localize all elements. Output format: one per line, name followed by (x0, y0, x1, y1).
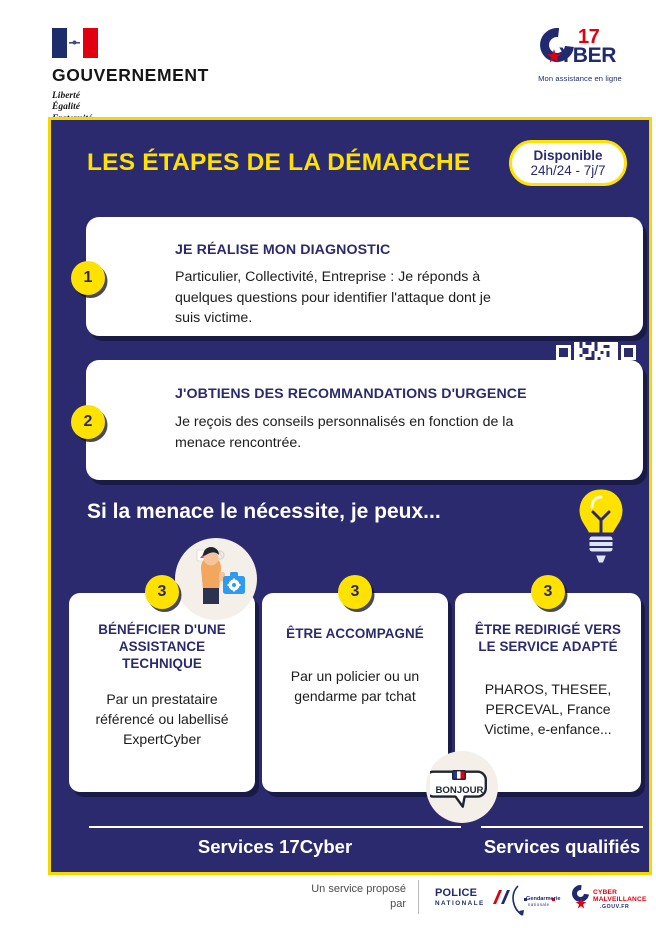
police-nationale-logo (435, 888, 514, 907)
option-3-title: ÊTRE REDIRIGÉ VERS LE SERVICE ADAPTÉ (474, 622, 622, 654)
main-panel (48, 117, 652, 875)
brand-tagline: Mon assistance en ligne (538, 74, 622, 83)
government-logo-block (52, 28, 209, 125)
brand-word: YBER (559, 44, 617, 67)
brand-number: 17 (578, 26, 600, 48)
technician-toolbox-icon (175, 538, 257, 620)
government-label: GOUVERNEMENT (52, 65, 209, 85)
footer-divider-left (89, 826, 461, 828)
cybermalveillance-logo (570, 883, 648, 919)
option-3-text: PHAROS, THESEE, PERCEVAL, France Victime, e-enfance... (484, 681, 612, 737)
footer-label-services-qualifies: Services qualifiés (483, 836, 641, 857)
gendarmerie-logo-subtitle: nationale (528, 902, 550, 907)
option-card-assistance-technique (69, 593, 255, 792)
option-card-etre-accompagne (262, 593, 448, 792)
page-title: LES ÉTAPES DE LA DÉMARCHE (87, 149, 471, 176)
motto-line-liberte: Liberté (52, 91, 80, 101)
cybermalveillance-star-icon (574, 897, 588, 911)
availability-badge-line1: Disponible (533, 147, 603, 163)
footer-vertical-divider (418, 880, 419, 914)
step-2-heading: J'OBTIENS DES RECOMMANDATIONS D'URGENCE (175, 386, 527, 402)
footer-divider-right (481, 826, 643, 828)
gendarmerie-nationale-logo (508, 884, 564, 918)
step-2-body: Je reçois des conseils personnalisés en fonction de la menace rencontrée. (175, 414, 514, 451)
step-number-badge-1: 1 (71, 261, 105, 295)
section-subheading: Si la menace le nécessite, je peux... (87, 500, 441, 523)
option-1-title: BÉNÉFICIER D'UNE ASSISTANCE TECHNIQUE (98, 622, 226, 671)
bonjour-label: BONJOUR (435, 785, 484, 796)
police-logo-name: POLICE (435, 887, 478, 899)
cybermalveillance-name-line3: .GOUV.FR (600, 904, 630, 910)
footer-label-services-17cyber: Services 17Cyber (197, 836, 353, 857)
page-footer (0, 878, 656, 928)
option-2-text: Par un policier ou un gendarme par tchat (290, 668, 420, 704)
step-1-body: Particulier, Collectivité, Entreprise : Je réponds à quelques questions pour identifier l'attaque dont je suis victime. (175, 269, 491, 326)
cybermalveillance-name-line1: CYBER (593, 889, 618, 896)
page-header (0, 0, 656, 112)
option-number-badge-3: 3 (531, 575, 565, 609)
availability-badge (509, 140, 627, 186)
17cyber-logo (522, 27, 634, 93)
option-number-badge-1: 3 (145, 575, 179, 609)
french-republic-flag-icon (52, 28, 98, 58)
gendarmerie-logo-name: Gendarmerie (526, 896, 561, 902)
option-2-title: ÊTRE ACCOMPAGNÉ (286, 626, 424, 641)
police-logo-subtitle: NATIONALE (435, 900, 485, 907)
option-number-badge-2: 3 (338, 575, 372, 609)
cybermalveillance-name-line2: MALVEILLANCE (593, 896, 647, 903)
step-number-badge-2: 2 (71, 405, 105, 439)
option-1-text: Par un prestataire référencé ou labellisé ExpertCyber (95, 691, 229, 747)
lightbulb-icon (561, 482, 641, 570)
proposed-by-label: Un service proposé par (311, 883, 406, 910)
motto-line-egalite: Égalité (52, 102, 80, 113)
availability-badge-line2: 24h/24 - 7j/7 (530, 163, 606, 178)
bonjour-chat-bubble-icon (426, 751, 498, 823)
step-1-heading: JE RÉALISE MON DIAGNOSTIC (175, 242, 391, 258)
